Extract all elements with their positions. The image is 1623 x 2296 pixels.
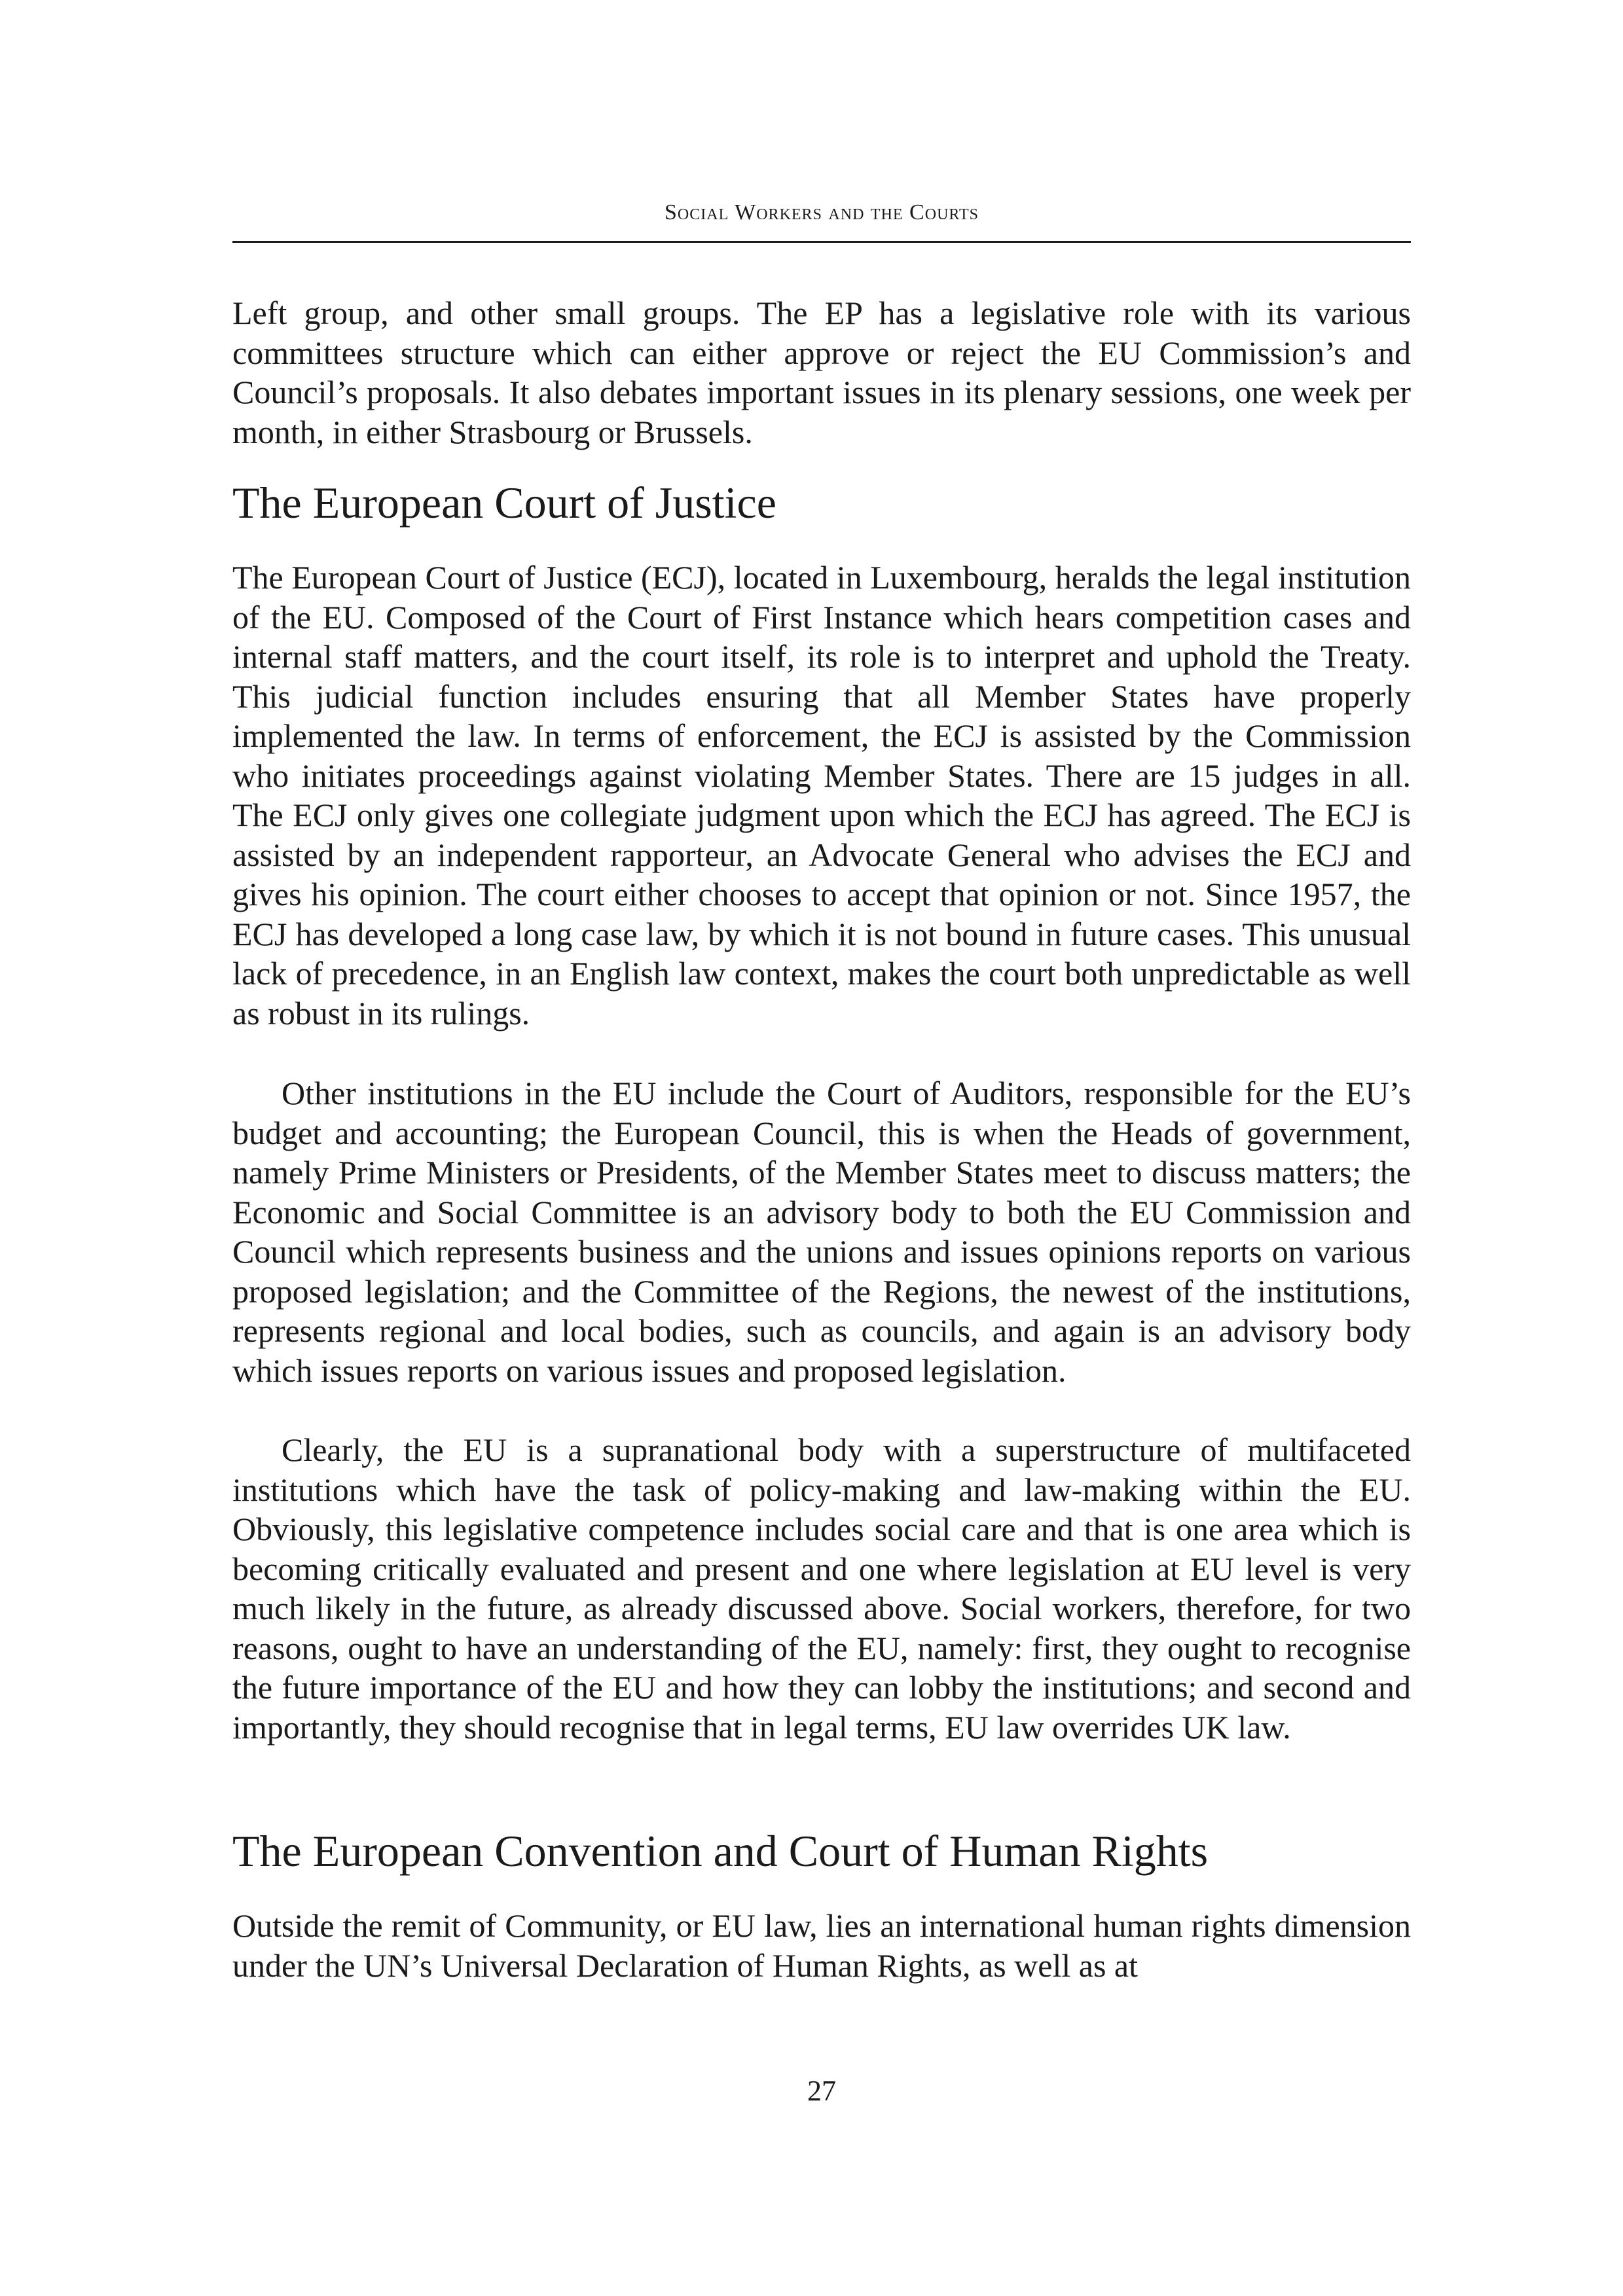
paragraph-ecj-2: Other institutions in the EU include the Court of Auditors, responsible for the EU’s budget and accounting; the European Council, this is when the Heads of government, namely Prime Ministers or Presidents, of the Member States meet to discuss matters; the Economic and Social Committee is an advisory body to both the EU Commission and Council which represents business and the unions and issues opinions reports on various proposed legislation; and the Committee of the Regions, the newest of the institutions, represents regional and local bodies, such as councils, and again is an advisory body which issues reports on various issues and proposed legislation. — [232, 1075, 1411, 1389]
running-head: Social Workers and the Courts — [665, 200, 979, 224]
paragraph-ecj-1: The European Court of Justice (ECJ), located in Luxembourg, heralds the legal institution of the EU. Composed of the Court of First Instance which hears competition cases and internal staff matters, and the court itself, its role is to interpret and uphold the Treaty. This judicial function includes ensuring that all Member States have properly implemented the law. In terms of enforcement, the ECJ is assisted by the Commission who initiates proceedings against violating Member States. There are 15 judges in all. The ECJ only gives one collegiate judgment upon which the ECJ has agreed. The ECJ is assisted by an independent rapporteur, an Advocate General who advises the ECJ and gives his opinion. The court either chooses to accept that opinion or not. Since 1957, the ECJ has developed a long case law, by which it is not bound in future cases. This unusual lack of precedence, in an English law context, makes the court both unpredictable as well as robust in its rulings. — [232, 559, 1411, 1031]
paragraph-echr-1: Outside the remit of Community, or EU law, lies an international human rights dimension under the UN’s Universal Declaration of Human Rights, as well as at — [232, 1907, 1411, 1984]
section-heading-ecj: The European Court of Justice — [232, 478, 776, 528]
header-rule — [232, 241, 1411, 243]
paragraph-ecj-3: Clearly, the EU is a supranational body with a superstructure of multifaceted institutions which have the task of policy-making and law-making within the EU. Obviously, this legislative competence includes social care and that is one area which is becoming critically evaluated and present and one where legislation at EU level is very much likely in the future, as already discussed above. Social workers, therefore, for two reasons, ought to have an understanding of the EU, namely: first, they ought to recognise the future importance of the EU and how they can lobby the institutions; and second and importantly, they should recognise that in legal terms, EU law overrides UK law. — [232, 1431, 1411, 1746]
section-heading-echr: The European Convention and Court of Human Rights — [232, 1826, 1209, 1876]
page-number: 27 — [807, 2075, 836, 2107]
paragraph-intro: Left group, and other small groups. The EP has a legislative role with its various committees structure which can either approve or reject the EU Commission’s and Council’s proposals. It also debates important issues in its plenary sessions, one week per month, in either Strasbourg or Brussels. — [232, 295, 1411, 450]
